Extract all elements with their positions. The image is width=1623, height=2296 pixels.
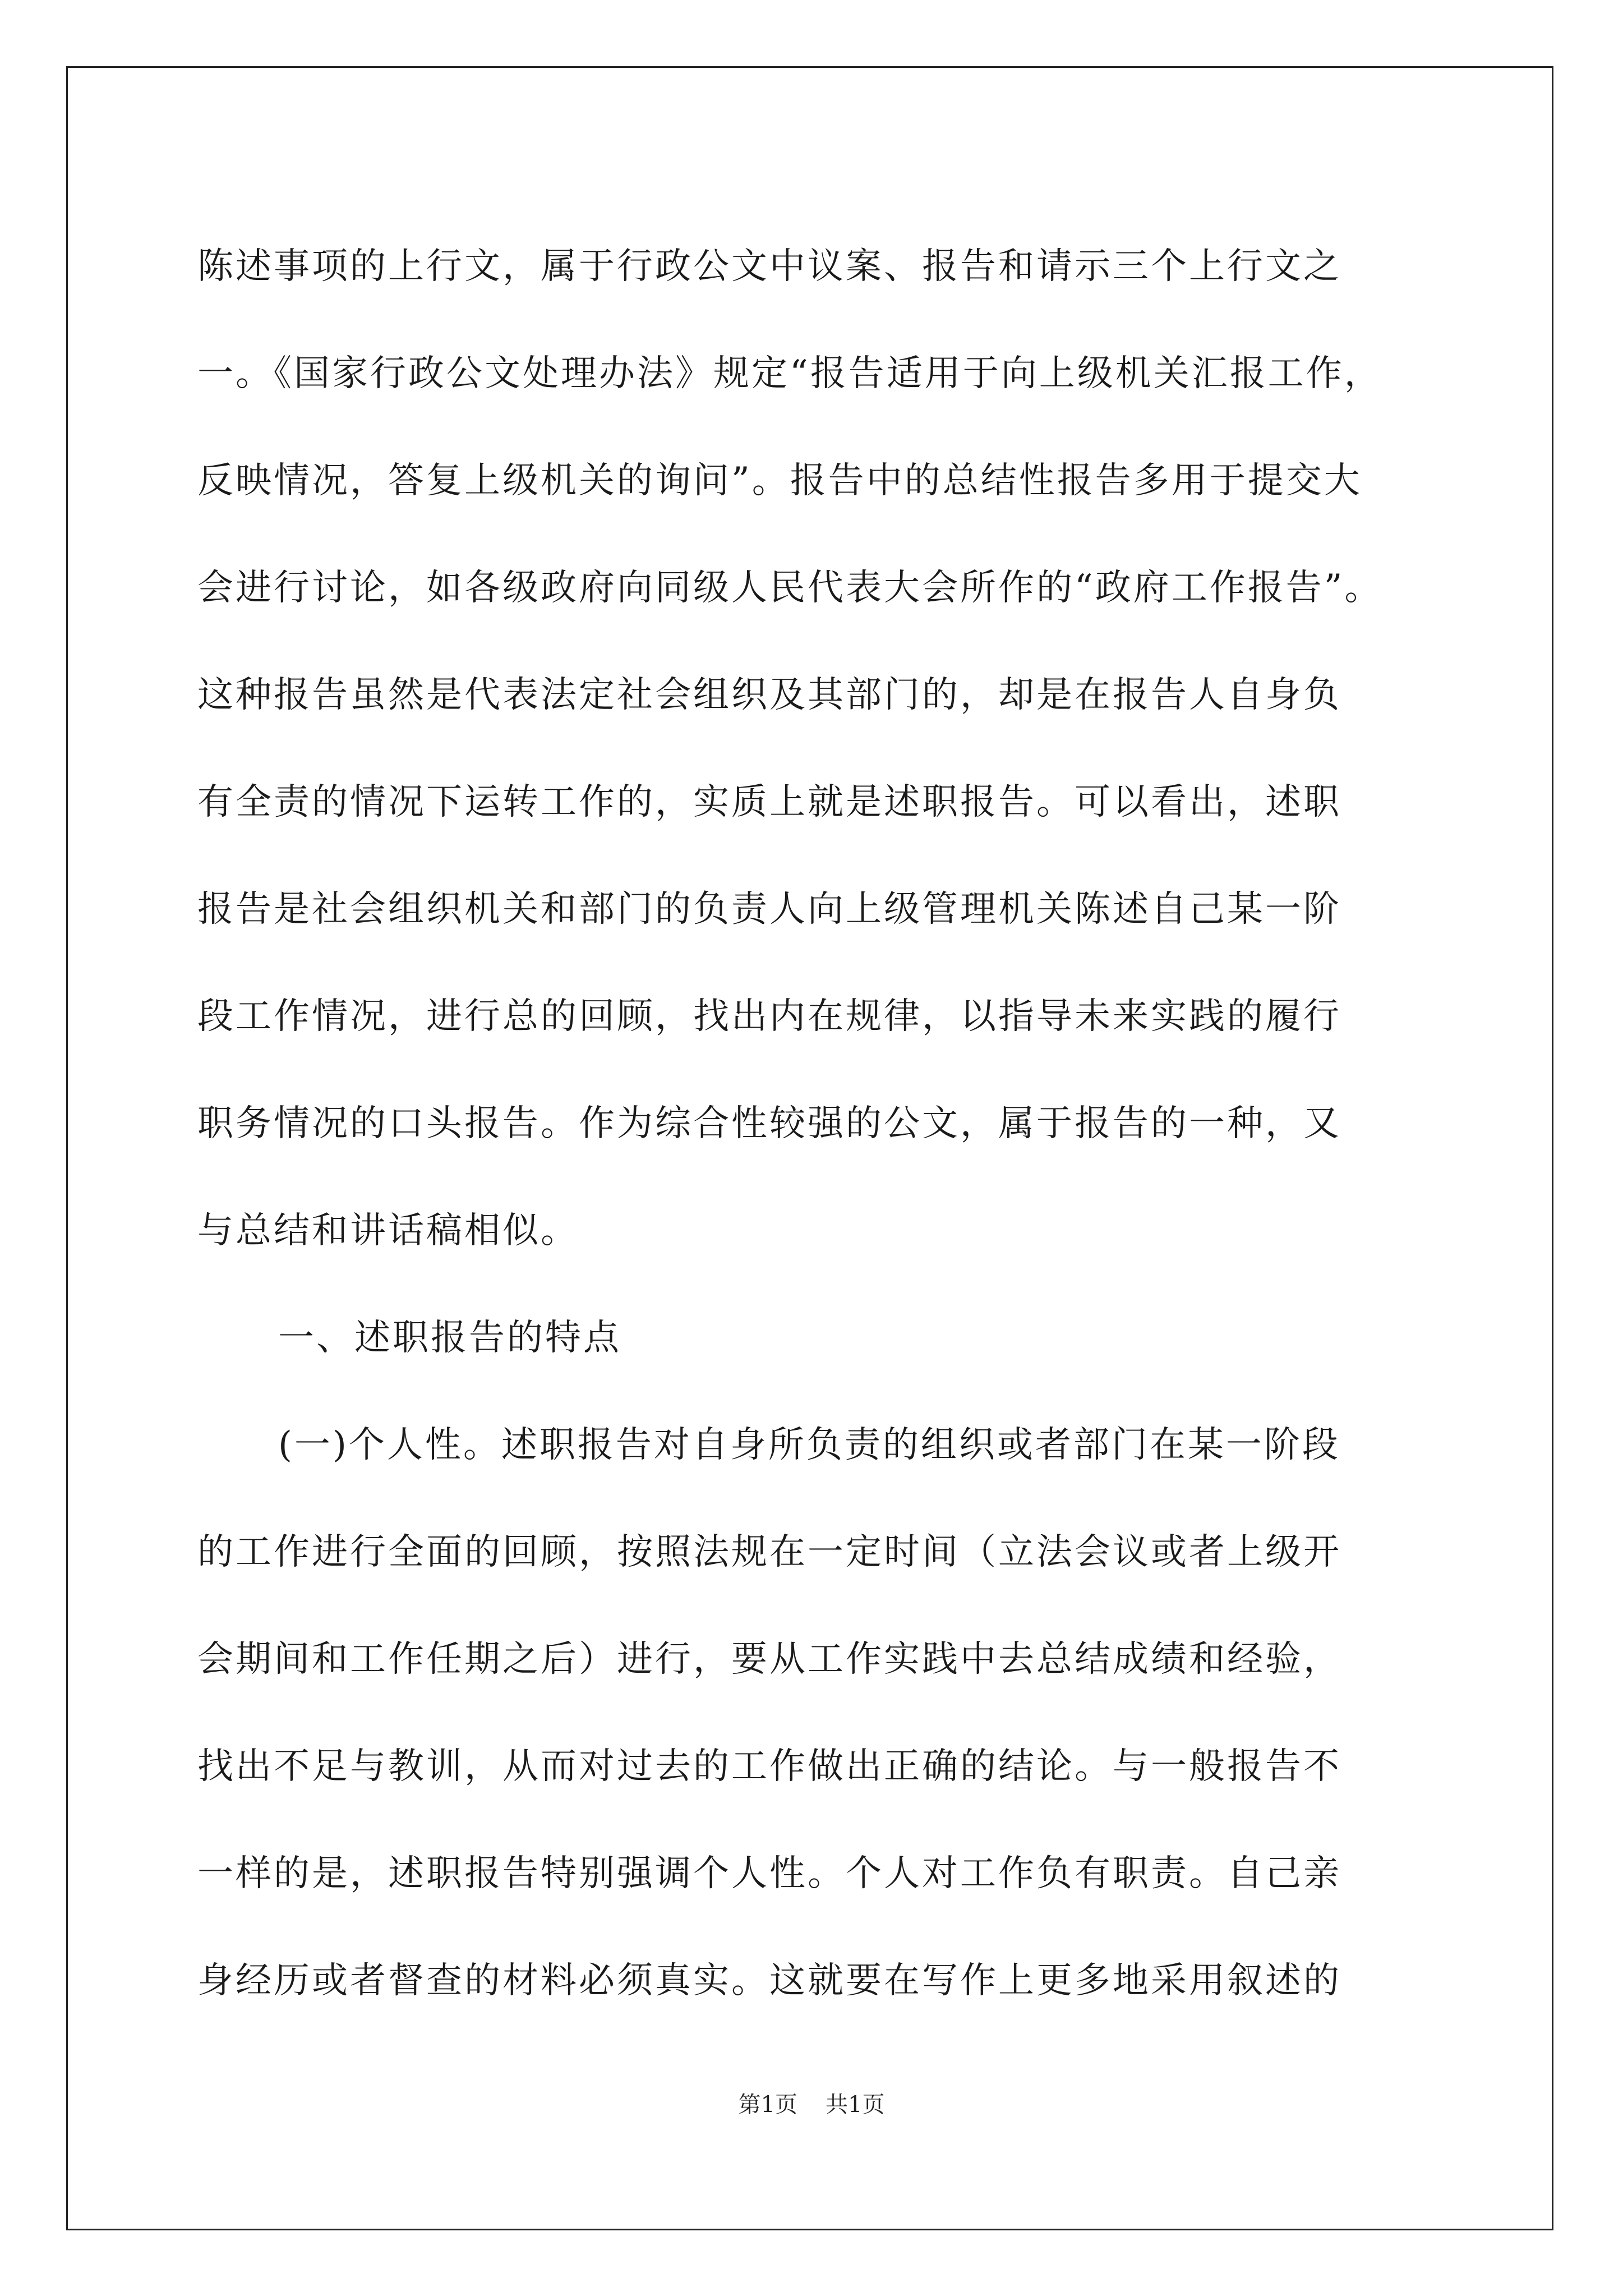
page-footer xyxy=(0,2087,1623,2119)
text-line: 有全责的情况下运转工作的，实质上就是述职报告。可以看出，述职 xyxy=(197,781,1341,823)
text-line: 会进行讨论，如各级政府向同级人民代表大会所作的“政府工作报告”。 xyxy=(197,567,1383,609)
page-number: 第1页 xyxy=(738,2092,797,2118)
text-line: 的工作进行全面的回顾，按照法规在一定时间（立法会议或者上级开 xyxy=(197,1531,1341,1573)
text-line: 反映情况，答复上级机关的询问”。报告中的总结性报告多用于提交大 xyxy=(197,460,1362,501)
text-line: 与总结和讲话稿相似。 xyxy=(197,1210,579,1251)
text-line: 会期间和工作任期之后）进行，要从工作实践中去总结成绩和经验， xyxy=(197,1639,1341,1680)
text-line: 一。《国家行政公文处理办法》规定“报告适用于向上级机关汇报工作， xyxy=(197,353,1382,394)
text-line: 职务情况的口头报告。作为综合性较强的公文，属于报告的一种，又 xyxy=(197,1103,1341,1144)
text-line: 这种报告虽然是代表法定社会组织及其部门的，却是在报告人自身负 xyxy=(197,674,1341,716)
text-line: (一)个人性。述职报告对自身所负责的组织或者部门在某一阶段 xyxy=(278,1424,1340,1466)
text-line: 一样的是，述职报告特别强调个人性。个人对工作负有职责。自己亲 xyxy=(197,1853,1341,1894)
text-line: 报告是社会组织机关和部门的负责人向上级管理机关陈述自己某一阶 xyxy=(197,889,1341,930)
text-line: 陈述事项的上行文，属于行政公文中议案、报告和请示三个上行文之 xyxy=(197,246,1341,287)
page-total: 共1页 xyxy=(826,2092,885,2118)
section-heading: 一、述职报告的特点 xyxy=(278,1317,621,1359)
document-body xyxy=(197,213,1426,2035)
text-line: 身经历或者督查的材料必须真实。这就要在写作上更多地采用叙述的 xyxy=(197,1960,1341,2001)
text-line: 找出不足与教训，从而对过去的工作做出正确的结论。与一般报告不 xyxy=(197,1746,1341,1787)
text-line: 段工作情况，进行总的回顾，找出内在规律，以指导未来实践的履行 xyxy=(197,996,1341,1037)
